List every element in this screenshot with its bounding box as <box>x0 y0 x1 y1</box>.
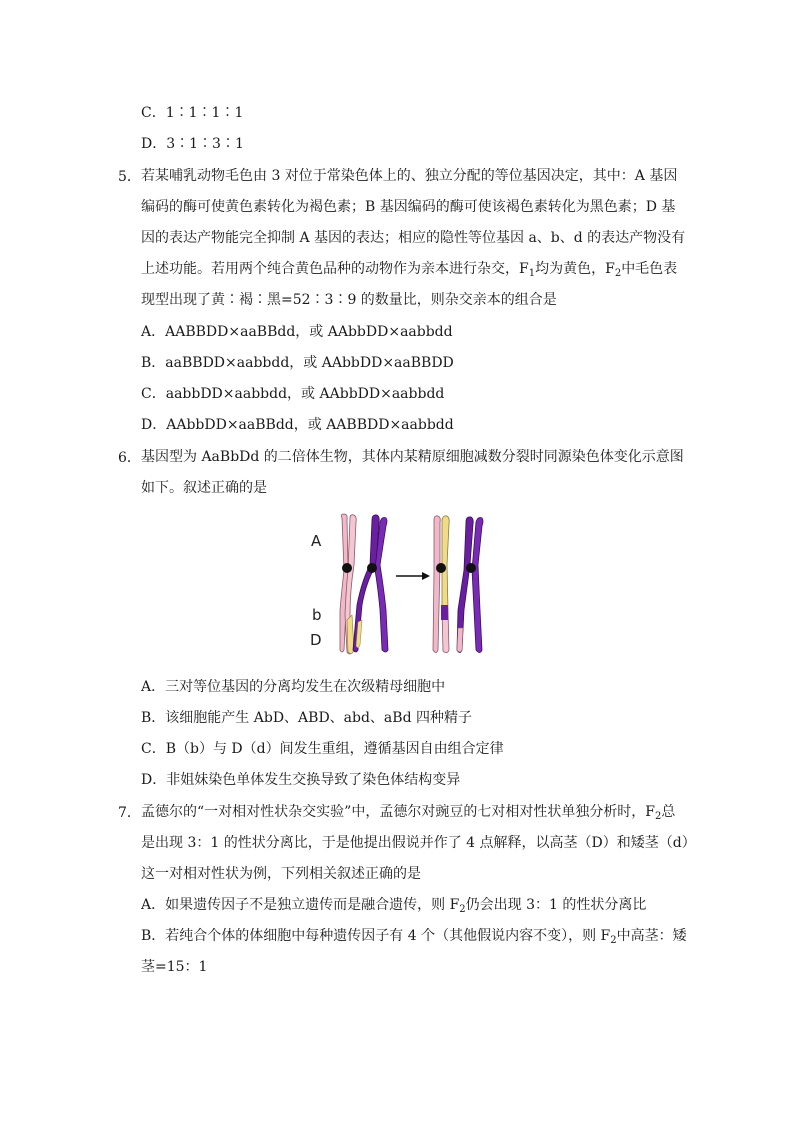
purple-chromatid <box>353 515 379 652</box>
q7-option-a <box>141 895 646 915</box>
option-text: 非姐妹染色单体发生交换导致了染色体结构变异 <box>166 772 461 788</box>
arrow-icon <box>396 572 430 580</box>
option-text: B（b）与 D（d）间发生重组，遵循基因自由组合定律 <box>165 741 504 757</box>
option-text: aabbDD×aabbdd，或 AAbbDD×aabbdd <box>165 386 445 402</box>
option-text: 该细胞能产生 AbD、ABD、abd、aBd 四种精子 <box>165 710 472 726</box>
q6-stem-line-2: 如下。叙述正确的是 <box>141 480 267 496</box>
option-text: AABBDD×aaBBdd，或 AAbbDD×aabbdd <box>165 324 453 340</box>
q6-option-b <box>141 708 472 728</box>
q7-option-b <box>141 926 687 946</box>
homolog-pair-before <box>340 514 388 654</box>
option-label: D． <box>141 772 167 788</box>
pink-segment <box>457 628 463 652</box>
q7-stem-line-3: 这一对相对性状为例，下列相关叙述正确的是 <box>141 866 421 882</box>
pink-chromatid <box>433 516 440 653</box>
yellow-chromatid <box>442 516 449 610</box>
text-segment: 均为黄色，F <box>535 261 615 277</box>
subscript: 2 <box>610 935 617 946</box>
q5-option-a <box>141 322 453 342</box>
q5-stem-line-2: 编码的酶可使黄色素转化为褐色素；B 基因编码的酶可使该褐色素转化为黑色素；D 基 <box>141 199 676 215</box>
q5-option-b <box>141 353 454 373</box>
q5-option-d <box>141 415 454 435</box>
option-label: A． <box>141 679 166 695</box>
q7-stem-line-2: 是出现 3：1 的性状分离比，于是他提出假说并作了 4 点解释，以高茎（D）和矮茎（d） <box>141 835 696 851</box>
option-label: C． <box>141 741 166 757</box>
option-label: D． <box>141 136 167 152</box>
text-segment: 上述功能。若用两个纯合黄色品种的动物作为亲本进行杂交，F <box>141 261 529 277</box>
option-label: B． <box>141 710 166 726</box>
label-gene-d: D <box>310 631 322 649</box>
option-label: D． <box>141 417 167 433</box>
purple-segment <box>441 605 448 620</box>
option-label: B． <box>141 928 166 944</box>
subscript: 2 <box>655 811 662 822</box>
chromosome-diagram <box>300 510 500 660</box>
option-text: 如果遗传因子不是独立遗传而是融合遗传，则 F <box>165 897 460 913</box>
centromere <box>342 563 352 573</box>
label-gene-b: b <box>312 606 322 624</box>
centromere <box>367 563 377 573</box>
text-segment: 中毛色表 <box>621 261 678 277</box>
option-text: aaBBDD×aabbdd，或 AAbbDD×aaBBDD <box>165 355 454 371</box>
q6-option-a <box>141 677 445 697</box>
q4-option-c <box>141 103 243 123</box>
label-gene-a: A <box>311 532 322 550</box>
option-label: A． <box>141 897 166 913</box>
option-text: 若纯合个体的体细胞中每种遗传因子有 4 个（其他假说内容不变），则 F <box>165 928 611 944</box>
q7-stem-line-1 <box>141 802 675 822</box>
q6-option-d <box>141 770 460 790</box>
option-text: AAbbDD×aaBBdd，或 AABBDD×aabbdd <box>166 417 454 433</box>
text-segment: 总 <box>661 804 676 820</box>
option-label: C． <box>141 386 166 402</box>
q7-number: 7． <box>118 805 141 821</box>
text-segment: 孟德尔的“一对相对性状杂交实验”中，孟德尔对豌豆的七对相对性状单独分析时，F <box>141 804 656 820</box>
purple-chromatid <box>472 518 483 653</box>
option-text: 1∶1∶1∶1 <box>165 105 244 121</box>
centromere <box>436 563 446 573</box>
option-label: A． <box>141 324 166 340</box>
q5-stem-line-4 <box>141 259 677 279</box>
q7-option-b-line-2: 茎=15：1 <box>141 959 208 975</box>
option-text: 三对等位基因的分离均发生在次级精母细胞中 <box>165 679 446 695</box>
q5-stem-line-1: 若某哺乳动物毛色由 3 对位于常染色体上的、独立分配的等位基因决定，其中：A 基因 <box>141 168 678 184</box>
q5-stem-line-3: 因的表达产物能完全抑制 A 基因的表达；相应的隐性等位基因 a、b、d 的表达产物没有 <box>141 230 686 246</box>
q5-stem-line-5: 现型出现了黄∶褐∶黑=52∶3∶9 的数量比，则杂交亲本的组合是 <box>141 292 557 308</box>
q6-option-c <box>141 739 504 759</box>
chromosome-figure <box>300 510 500 660</box>
q5-option-c <box>141 384 444 404</box>
q5-number: 5． <box>118 169 141 185</box>
q4-option-d <box>141 134 244 154</box>
q6-stem-line-1: 基因型为 AaBbDd 的二倍体生物，其体内某精原细胞减数分裂时同源染色体变化示意图 <box>141 449 684 465</box>
option-label: B． <box>141 355 166 371</box>
centromere <box>466 563 476 573</box>
q6-number: 6． <box>118 450 141 466</box>
subscript: 2 <box>614 268 622 279</box>
subscript: 1 <box>528 268 536 279</box>
option-label: C． <box>141 105 166 121</box>
homolog-pair-after <box>433 516 483 653</box>
option-text: 中高茎：矮 <box>616 928 687 944</box>
option-text: 3∶1∶3∶1 <box>166 136 244 152</box>
option-text: 仍会出现 3：1 的性状分离比 <box>465 897 647 913</box>
subscript: 2 <box>459 904 466 915</box>
